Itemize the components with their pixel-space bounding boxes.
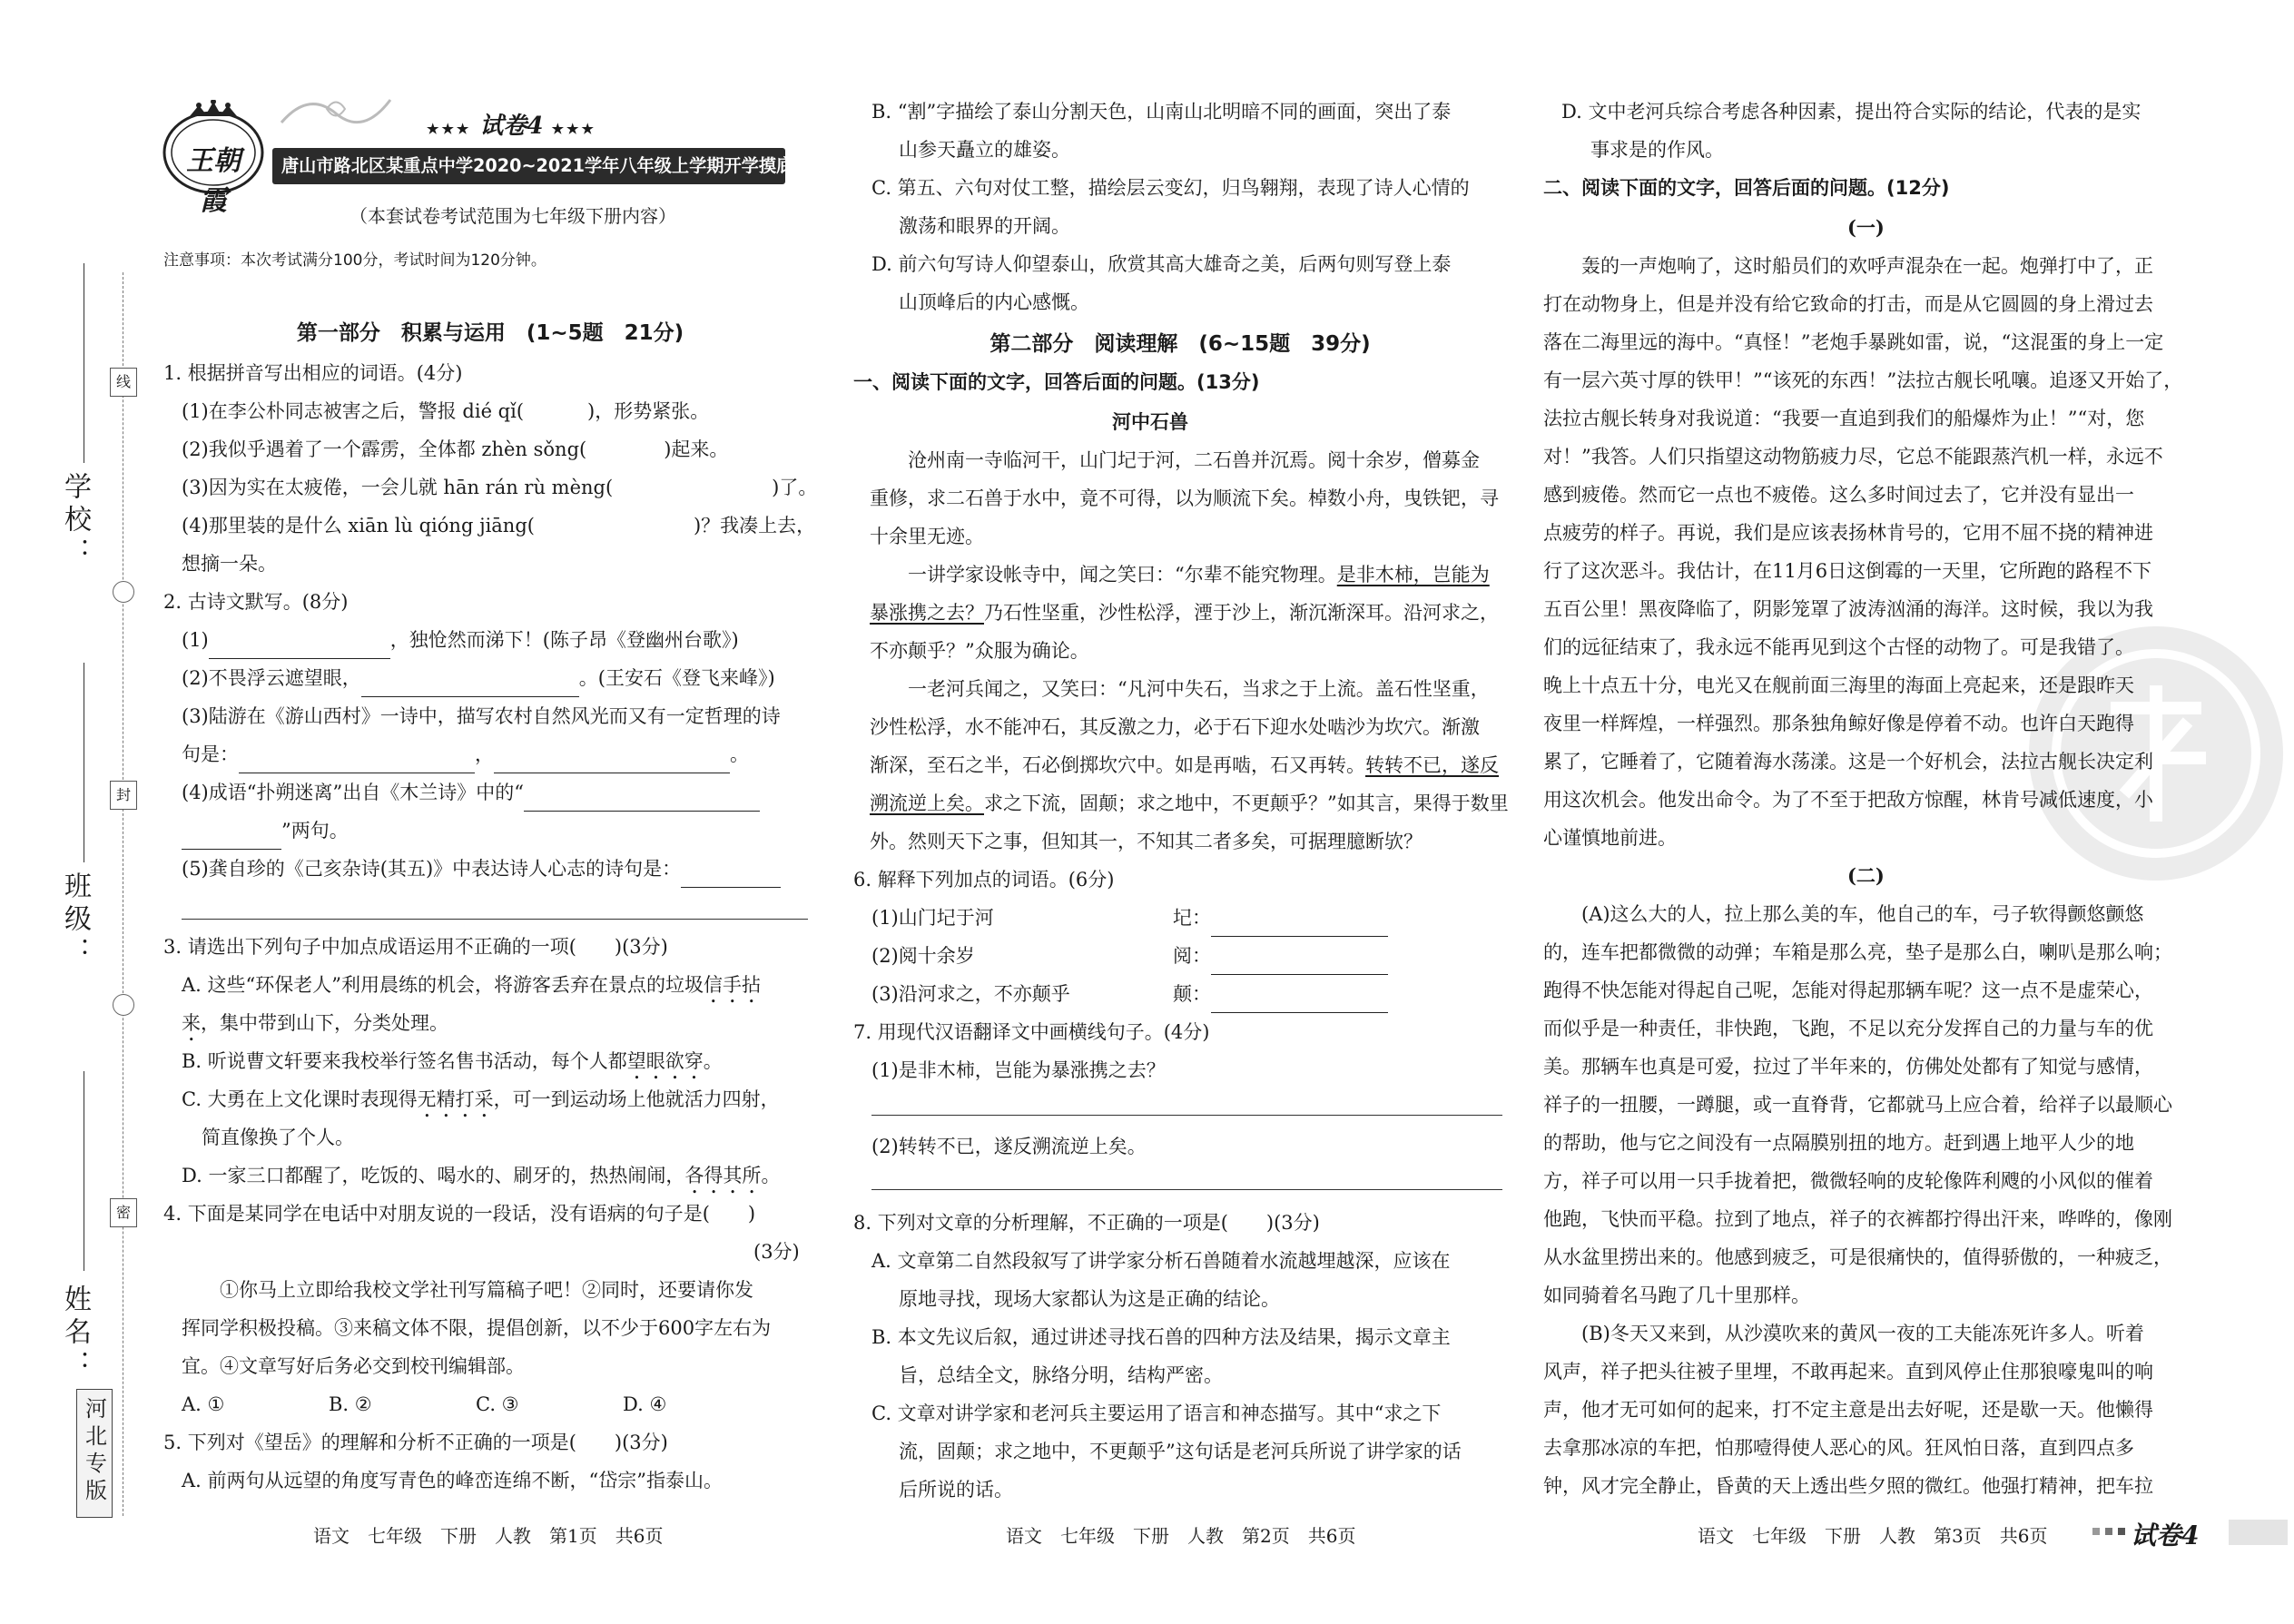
punch-hole (113, 581, 134, 603)
q8-option-c-cont: 后所说的话。 (899, 1479, 1013, 1501)
q2-item-4: (4)成语“扑朔迷离”出自《木兰诗》中的“ (182, 773, 760, 812)
answer-blank[interactable] (494, 749, 730, 773)
q6-item-2: (2)阅十余岁 (871, 945, 975, 967)
seal-mark-seal: 封 (110, 781, 137, 810)
page-footer-2: 语文 七年级 下册 人教 第2页 共6页 (1006, 1525, 1356, 1547)
q8-option-b: B. 本文先议后叙，通过讲述寻找石兽的四种方法及结果，揭示文章主 (871, 1326, 1451, 1348)
stars-left: ★★★ (427, 121, 472, 137)
q1-item-1: (1)在李公朴同志被害之后，警报 dié qǐ( )，形势紧张。 (182, 400, 710, 422)
q4-passage-1: ①你马上立即给我校文学社刊写篇稿子吧！②同时，还要请你发 (220, 1279, 753, 1301)
school-label: 学校： (59, 472, 91, 570)
seal-mark-secret: 密 (110, 1198, 137, 1227)
q8-option-a: A. 文章第二自然段叙写了讲学家分析石兽随着水流越埋越深，应该在 (871, 1250, 1451, 1272)
q3-option-a: A. 这些“环保老人”利用晨练的机会，将游客丢弃在景点的垃圾信手拈 (182, 974, 761, 996)
text-line: 暴涨携之去？乃石性坚重，沙性松浮，湮于沙上，渐沉渐深耳。沿河求之， (870, 602, 1499, 624)
name-label: 姓名： (59, 1284, 91, 1383)
q6-item-1: (1)山门圮于河 (871, 907, 994, 929)
answer-blank[interactable] (239, 749, 475, 773)
q8-option-d-cont: 事求是的作风。 (1590, 139, 1724, 161)
reading-section-1: 一、阅读下面的文字，回答后面的问题。(13分) (853, 371, 1260, 393)
answer-blank[interactable] (361, 673, 579, 697)
text-line: 一讲学家设帐寺中，闻之笑曰：“尔辈不能究物理。是非木柿，岂能为 (908, 564, 1490, 586)
q5-option-c: C. 第五、六句对仗工整，描绘层云变幻，归鸟翱翔，表现了诗人心情的 (871, 177, 1470, 199)
q5-option-b: B. “割”字描绘了泰山分割天色，山南山北明暗不同的画面，突出了泰 (871, 101, 1452, 123)
paper-label (427, 107, 596, 141)
corner-tab (2092, 1512, 2288, 1549)
notice: 注意事项：本次考试满分100分，考试时间为120分钟。 (163, 251, 546, 270)
q4-option-b: B. ② (329, 1393, 372, 1415)
q3-option-d: D. 一家三口都醒了，吃饭的、喝水的、刷牙的，热热闹闹，各得其所。 (182, 1165, 781, 1186)
q8-option-b-cont: 旨，总结全文，脉络分明，结构严密。 (899, 1364, 1223, 1386)
corner-label: 试卷4 (2131, 1521, 2200, 1550)
text-line: 溯流逆上矣。求之下流，固颠；求之地中，不更颠乎？”如其言，果得于数里 (870, 792, 1509, 814)
subsection-2: (二) (1847, 864, 1885, 887)
q4-score: (3分) (753, 1241, 800, 1263)
part1-title: 第一部分 积累与运用 (1~5题 21分) (296, 321, 684, 345)
q8-stem: 8. 下列对文章的分析理解，不正确的一项是( )(3分) (853, 1212, 1320, 1234)
q6-item-3-key: 颠： (1173, 975, 1388, 1013)
q3-option-c-cont: 简直像换了个人。 (202, 1127, 354, 1148)
text-line: 渐深，至石之半，石必倒掷坎穴中。如是再啮，石又再转。转转不已，遂反 (870, 754, 1499, 776)
q7-item-1: (1)是非木柿，岂能为暴涨携之去？ (871, 1059, 1166, 1081)
answer-blank[interactable] (1211, 989, 1388, 1013)
text-title: 河中石兽 (1112, 411, 1188, 433)
q8-option-c: C. 文章对讲学家和老河兵主要运用了语言和神态描写。其中“求之下 (871, 1403, 1442, 1424)
q6-item-1-key: 圮： (1173, 899, 1388, 937)
paper-number: 试卷4 (479, 113, 544, 140)
q1-stem: 1. 根据拼音写出相应的词语。(4分) (163, 362, 463, 384)
q5-option-c-cont: 激荡和眼界的开阔。 (899, 215, 1070, 237)
q4-option-d: D. ④ (623, 1393, 667, 1415)
subsection-1: (一) (1847, 216, 1885, 239)
scope-note: （本套试卷考试范围为七年级下册内容） (350, 205, 676, 227)
q2-item-5: (5)龚自珍的《己亥杂诗(其五)》中表达诗人心志的诗句是： (182, 850, 781, 888)
part2-title: 第二部分 阅读理解 (6~15题 39分) (989, 332, 1371, 356)
answer-blank[interactable] (524, 787, 760, 812)
underlined-sentence: 转转不已，遂反 (1365, 754, 1499, 776)
edition-label: 河北专版 (81, 1397, 107, 1506)
q4-option-c: C. ③ (476, 1393, 519, 1415)
reading-section-2: 二、阅读下面的文字，回答后面的问题。(12分) (1543, 177, 1950, 199)
q6-item-2-key: 阅： (1173, 937, 1388, 975)
q2-item-3: (3)陆游在《游山西村》一诗中，描写农村自然风光而又有一定哲理的诗 (182, 705, 781, 727)
q6-item-3: (3)沿河求之，不亦颠乎 (871, 983, 1070, 1005)
passage-2a: (A)这么大的人，拉上那么美的车，他自己的车，弓子软得颤悠颤悠 的，连车把都微微的动弹；车箱是那么亮，垫子是那么白，喇叭是那么响； 跑得不快怎能对得起自己呢，怎能对得起那辆车呢？这一点不是虚荣心， 而似乎是一种责任，非快跑，飞跑，不足以充分发挥自己的力量与车的优 美。那辆车也真是可爱，拉过了半年来的，仿佛处处都有了知觉与感情， 祥子的一扭腰，一蹲腿，或一直脊背，它都就马上应合着，给祥子以最顺心 的帮助，他与它之间没有一点隔膜别扭的地方。赶到遇上地平人少的地 方，祥子可以用一只手拢着把，微微轻响的皮轮像阵利飕的小风似的催着 他跑，飞快而平稳。拉到了地点，祥子的衣裤都拧得出汗来，哗哗的，像刚 从水盆里捞出来的。他感到疲乏，可是很痛快的，值得骄傲的，一种疲乏， 如同骑着名马跑了几十里那样。 (1543, 903, 2172, 1306)
text-line: 一老河兵闻之，又笑曰：“凡河中失石，当求之于上流。盖石性坚重， (908, 678, 1490, 700)
q4-passage-3: 宜。④文章写好后务必交到校刊编辑部。 (182, 1355, 525, 1377)
answer-line[interactable] (182, 919, 808, 920)
answer-blank[interactable] (1211, 950, 1388, 975)
q7-item-2: (2)转转不已，遂反溯流逆上矣。 (871, 1136, 1147, 1157)
q5-option-b-cont: 山参天矗立的雄姿。 (899, 139, 1070, 161)
text-line: 沙性松浮，水不能冲石，其反激之力，必于石下迎水处啮沙为坎穴。渐激 (870, 716, 1480, 738)
q2-item-1: (1) ，独怆然而涕下！(陈子昂《登幽州台歌》) (182, 621, 739, 659)
text-line: 十余里无迹。 (870, 526, 984, 547)
page-footer-1: 语文 七年级 下册 人教 第1页 共6页 (313, 1525, 664, 1547)
text-line: 不亦颠乎？”众服为确论。 (870, 640, 1089, 662)
q5-option-d: D. 前六句写诗人仰望泰山，欣赏其高大雄奇之美，后两句则写登上泰 (871, 253, 1452, 275)
q3-option-b: B. 听说曹文轩要来我校举行签名售书活动，每个人都望眼欲穿。 (182, 1050, 723, 1072)
underlined-sentence: 溯流逆上矣。 (870, 792, 984, 814)
q2-item-3-cont: 句是： ， 。 (182, 735, 749, 773)
q2-stem: 2. 古诗文默写。(8分) (163, 591, 349, 613)
class-label: 班级： (59, 871, 91, 969)
q2-item-4-cont: ”两句。 (182, 812, 349, 850)
page-footer-3: 语文 七年级 下册 人教 第3页 共6页 (1698, 1525, 2048, 1547)
underlined-sentence: 暴涨携之去？ (870, 602, 984, 624)
text-line: 重修，求二石兽于水中，竟不可得，以为顺流下矣。棹数小舟，曳铁钯，寻 (870, 487, 1499, 509)
brand-logo (150, 100, 277, 217)
seal-mark-line: 线 (110, 368, 137, 397)
answer-line[interactable] (871, 1189, 1502, 1190)
q2-item-2: (2)不畏浮云遮望眼， 。(王安石《登飞来峰》) (182, 659, 775, 697)
q1-item-3: (3)因为实在太疲倦，一会儿就 hān rán rù mèng( )了。 (182, 477, 818, 498)
q3-stem: 3. 请选出下列句子中加点成语运用不正确的一项( )(3分) (163, 936, 668, 958)
answer-blank[interactable] (1211, 912, 1388, 937)
q8-option-a-cont: 原地寻找，现场大家都认为这是正确的结论。 (899, 1288, 1280, 1310)
q1-item-2: (2)我似乎遇着了一个霹雳，全体都 zhèn sǒng( )起来。 (182, 438, 729, 460)
passage-2b: (B)冬天又来到，从沙漠吹来的黄风一夜的工夫能冻死许多人。听着 风声，祥子把头往被子里埋，不敢再起来。直到风停止住那狼嚎鬼叫的响 声，他才无可如何的起来，打不定主意是出去好呢，还是歇一天。他懒得 去拿那冰凉的车把，怕那噎得使人恶心的风。狂风怕日落，直到四点多 钟，风才完全静止，昏黄的天上透出些夕照的微红。他强打精神，把车拉 (1543, 1323, 2153, 1497)
edition-box (76, 1389, 113, 1518)
punch-hole (113, 994, 134, 1016)
text-line: 外。然则天下之事，但知其一，不知其二者多矣，可据理臆断欤？ (870, 831, 1423, 852)
q5-stem: 5. 下列对《望岳》的理解和分析不正确的一项是( )(3分) (163, 1432, 668, 1453)
exam-title: 唐山市路北区某重点中学2020~2021学年八年级上学期开学摸底考试试卷 (281, 155, 863, 176)
ribbon-decoration (272, 86, 399, 141)
q8-option-d: D. 文中老河兵综合考虑各种因素，提出符合实际的结论，代表的是实 (1561, 101, 2141, 123)
q1-item-4-cont: 想摘一朵。 (182, 553, 277, 575)
underlined-sentence: 是非木柿，岂能为 (1336, 564, 1490, 586)
answer-line[interactable] (871, 1115, 1502, 1116)
answer-blank[interactable] (209, 635, 390, 659)
passage-1: 轰的一声炮响了，这时船员们的欢呼声混杂在一起。炮弹打中了，正 打在动物身上，但是并没有给它致命的打击，而是从它圆圆的身上滑过去 落在二海里远的海中。“真怪！”老炮手暴跳如雷，说，“这混蛋的身上一定 有一层六英寸厚的铁甲！”“该死的东西！”法拉古舰长吼嚷。追逐又开始了， 法拉古舰长转身对我说道：“我要一直追到我们的船爆炸为止！”“对，您 对！”我答。人们只指望这动物筋疲力尽，它总不能跟蒸汽机一样，永远不 感到疲倦。然而它一点也不疲倦。这么多时间过去了，它并没有显出一 点疲劳的样子。再说，我们是应该表扬林肯号的，它用不屈不挠的精神进 行了这次恶斗。我估计，在11月6日这倒霉的一天里，它所跑的路程不下 五百公里！黑夜降临了，阴影笼罩了波涛汹涌的海洋。这时候，我以为我 们的远征结束了，我永远不能再见到这个古怪的动物了。可是我错了。 晚上十点五十分，电光又在舰前面三海里的海面上亮起来，还是跟昨天 夜里一样辉煌，一样强烈。那条独角鲸好像是停着不动。也许白天跑得 累了，它睡着了，它随着海水荡漾。这是一个好机会，法拉古舰长决定利 用这次机会。他发出命令。为了不至于把敌方惊醒，林肯号减低速度，小 心谨慎地前进。 (1543, 255, 2183, 849)
q1-item-4: (4)那里装的是什么 xiān lù qióng jiāng( )？我凑上去， (182, 515, 816, 536)
q5-option-a: A. 前两句从远望的角度写青色的峰峦连绵不断，“岱宗”指泰山。 (182, 1470, 723, 1491)
text-line: 沧州南一寺临河干，山门圮于河，二石兽并沉焉。阅十余岁，僧募金 (908, 449, 1480, 471)
title-banner (272, 148, 863, 184)
q4-stem: 4. 下面是某同学在电话中对朋友说的一段话，没有语病的句子是( ) (163, 1203, 756, 1225)
q4-passage-2: 挥同学积极投稿。③来稿文体不限，提倡创新，以不少于600字左右为 (182, 1317, 772, 1339)
answer-blank[interactable] (182, 825, 281, 850)
answer-blank[interactable] (681, 863, 781, 888)
stars-right: ★★★ (551, 121, 596, 137)
q7-stem: 7. 用现代汉语翻译文中画横线句子。(4分) (853, 1021, 1210, 1043)
q3-option-a-cont: 来，集中带到山下，分类处理。 (182, 1012, 448, 1034)
q4-option-a: A. ① (182, 1393, 225, 1415)
q5-option-d-cont: 山顶峰后的内心感慨。 (899, 291, 1089, 313)
q3-option-c: C. 大勇在上文化课时表现得无精打采，可一到运动场上他就活力四射， (182, 1088, 780, 1110)
q8-option-c-cont: 流，固颠；求之地中，不更颠乎”这句话是老河兵所说了讲学家的话 (899, 1441, 1462, 1462)
q6-stem: 6. 解释下列加点的词语。(6分) (853, 869, 1115, 891)
brand-text: 王朝霞 (186, 145, 241, 217)
